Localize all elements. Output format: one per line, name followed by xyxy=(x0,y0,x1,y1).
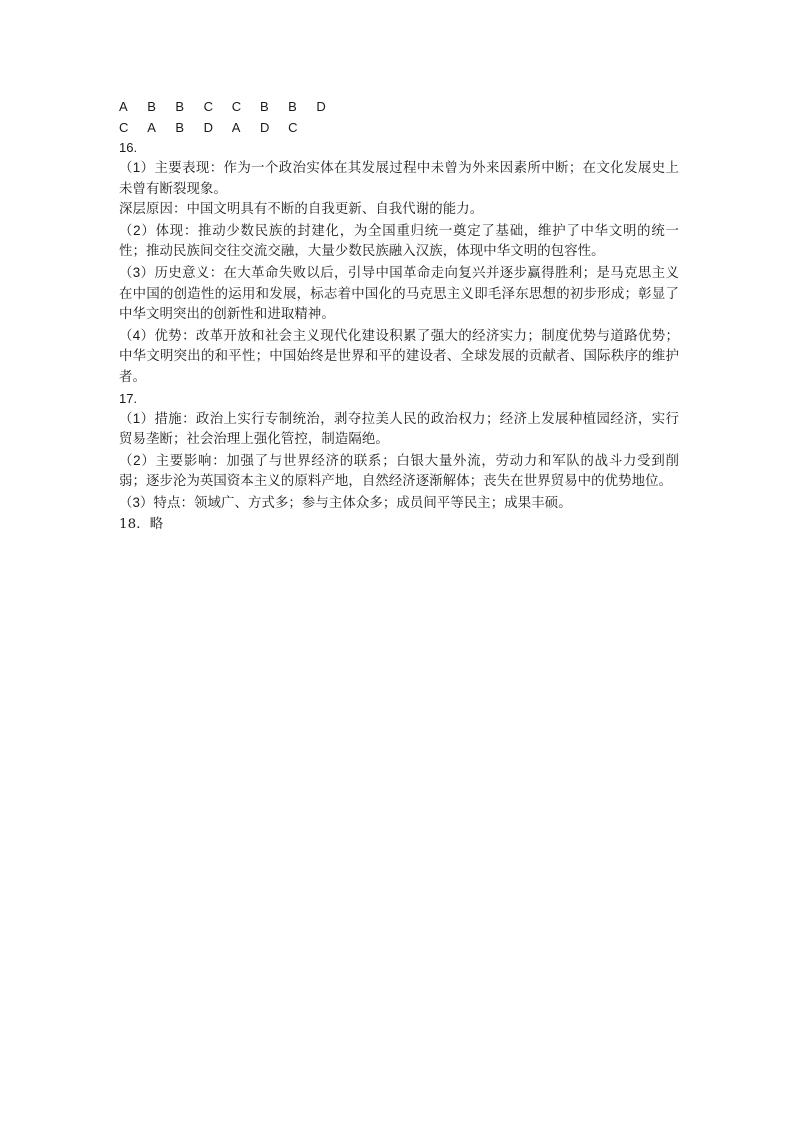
part-text: 优势：改革开放和社会主义现代化建设积累了强大的经济实力；制度优势与道路优势；中华文明突出的和平性；中国始终是世界和平的建设者、全球发展的贡献者、国际秩序的维护者。 xyxy=(119,328,680,385)
part-text: 体现：推动少数民族的封建化，为全国重归统一奠定了基础，维护了中华文明的统一性；推动民族间交往交流交融，大量少数民族融入汉族，体现中华文明的包容性。 xyxy=(119,223,680,260)
choice-answers-row-2 xyxy=(119,117,679,138)
part-number: （3） xyxy=(119,264,155,280)
answer-document xyxy=(119,96,679,535)
choice-answer: B xyxy=(288,99,297,114)
part-text: 措施：政治上实行专制统治，剥夺拉美人民的政治权力；经济上发展种植园经济，实行贸易垄断；社会治理上强化管控，制造隔绝。 xyxy=(119,411,680,448)
choice-answers-row-1 xyxy=(119,96,679,117)
choice-answer: C xyxy=(203,99,213,114)
part-number: （4） xyxy=(119,327,155,343)
part-number: （2） xyxy=(119,222,156,238)
choice-answer: C xyxy=(119,120,129,135)
choice-answer: A xyxy=(119,99,128,114)
choice-answer: C xyxy=(288,120,298,135)
q16-part-3 xyxy=(119,263,679,326)
q16-part-4 xyxy=(119,326,679,389)
q16-part-1 xyxy=(119,158,679,200)
q17-part-1 xyxy=(119,409,679,451)
part-number: （2） xyxy=(119,452,156,468)
choice-answer: B xyxy=(259,99,269,114)
part-text: 历史意义：在大革命失败以后，引导中国革命走向复兴并逐步赢得胜利；是马克思主义在中国的创造性的运用和发展，标志着中国化的马克思主义即毛泽东思想的初步形成；彰显了中华文明突出的创新性和进取精神。 xyxy=(119,265,680,323)
part-text: 主要影响：加强了与世界经济的联系；白银大量外流，劳动力和军队的战斗力受到削弱；逐步沦为英国资本主义的原料产地，自然经济逐渐解体；丧失在世界贸易中的优势地位。 xyxy=(119,453,680,490)
q16-part-1-reason: 深层原因：中国文明具有不断的自我更新、自我代谢的能力。 xyxy=(119,202,484,218)
choice-answer: A xyxy=(147,120,156,135)
part-number: （1） xyxy=(119,410,155,426)
part-text: 特点：领域广、方式多；参与主体众多；成员间平等民主；成果丰硕。 xyxy=(153,495,572,511)
part-number: （3） xyxy=(119,494,154,510)
choice-answer: D xyxy=(203,120,213,135)
part-number: （1） xyxy=(119,160,155,175)
q16-part-2 xyxy=(119,221,679,263)
choice-answer: B xyxy=(175,120,185,135)
choice-answer: B xyxy=(147,99,156,114)
question-16-number: 16. xyxy=(119,140,138,155)
choice-answer: A xyxy=(231,120,241,135)
q17-part-3 xyxy=(119,493,679,515)
choice-answer: C xyxy=(231,99,242,114)
question-17-number: 17. xyxy=(119,390,138,406)
part-text: 主要表现：作为一个政治实体在其发展过程中未曾为外来因素所中断；在文化发展史上未曾有断裂现象。 xyxy=(119,161,680,197)
choice-answer: D xyxy=(259,120,270,135)
choice-answer: D xyxy=(316,99,326,114)
question-18: 18．略 xyxy=(119,516,164,532)
q17-part-2 xyxy=(119,451,679,493)
choice-answer: B xyxy=(175,99,185,114)
